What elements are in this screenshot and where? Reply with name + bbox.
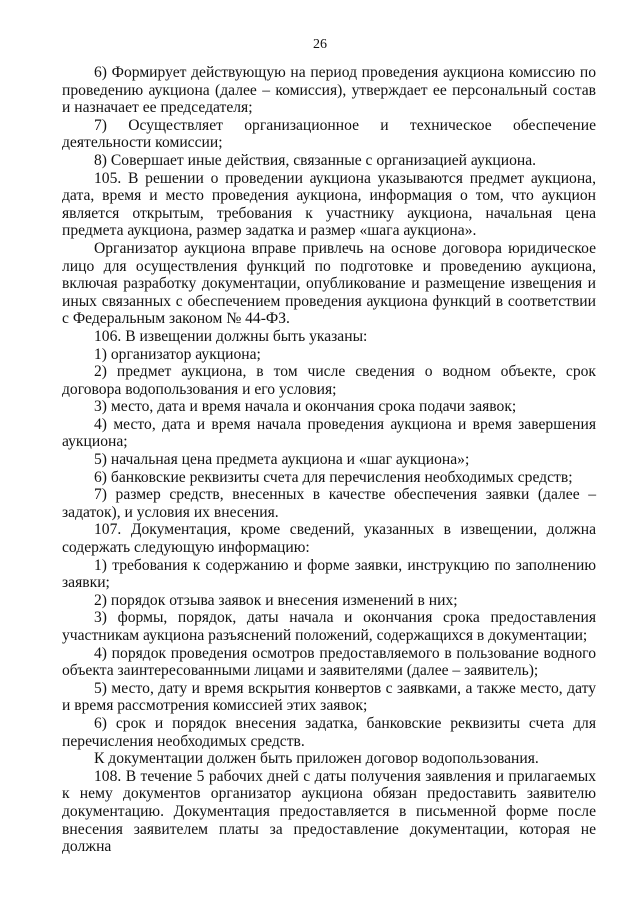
list-item: 2) предмет аукциона, в том числе сведения о водном объекте, срок договора водопользования и его условия; xyxy=(62,363,596,398)
paragraph: 105. В решении о проведении аукциона указываются предмет аукциона, дата, время и место проведения аукциона, информация о том, что аукцион является открытым, требования к участнику аукциона, начальная цена предмета аукциона, размер задатка и размер «шага аукциона». xyxy=(62,169,596,240)
list-item: 3) формы, порядок, даты начала и окончания срока предоставления участникам аукциона разъяснений положений, содержащихся в документации; xyxy=(62,609,596,644)
list-item: 5) место, дату и время вскрытия конвертов с заявками, а также место, дату и время рассмотрения комиссией этих заявок; xyxy=(62,679,596,715)
paragraph: Организатор аукциона вправе привлечь на основе договора юридическое лицо для осуществления функций по подготовке и проведению аукциона, включая разработку документации, опубликование и размещение извещения и иных связанных с обеспечением проведения аукциона функций в соответствии с Федеральным законом № 44-ФЗ. xyxy=(62,239,596,328)
paragraph: 108. В течение 5 рабочих дней с даты получения заявления и прилагаемых к нему документов организатор аукциона обязан предоставить заявителю документацию. Документация предоставляется в письменной форме после внесения заявителем платы за предоставление документации, которая не должна xyxy=(62,767,596,856)
list-item: 1) требования к содержанию и форме заявки, инструкцию по заполнению заявки; xyxy=(62,556,596,592)
list-item: 4) место, дата и время начала проведения аукциона и время завершения аукциона; xyxy=(62,415,596,451)
list-item: 7) размер средств, внесенных в качестве обеспечения заявки (далее – задаток), и условия их внесения. xyxy=(62,486,596,521)
list-item: 6) банковские реквизиты счета для перечисления необходимых средств; xyxy=(94,468,573,486)
list-item: 3) место, дата и время начала и окончания срока подачи заявок; xyxy=(94,398,517,416)
list-item: 6) срок и порядок внесения задатка, банковские реквизиты счета для перечисления необходимых средств. xyxy=(62,714,596,750)
list-item: 2) порядок отзыва заявок и внесения изменений в них; xyxy=(94,591,458,609)
list-item: 4) порядок проведения осмотров предоставляемого в пользование водного объекта заинтересованными лицами и заявителями (далее – заявитель); xyxy=(62,644,596,680)
paragraph: 107. Документация, кроме сведений, указанных в извещении, должна содержать следующую информацию: xyxy=(62,521,596,557)
paragraph: 8) Совершает иные действия, связанные с организацией аукциона. xyxy=(94,151,537,169)
page-number: 26 xyxy=(313,37,327,52)
paragraph: 6) Формирует действующую на период проведения аукциона комиссию по проведению аукциона (далее – комиссия), утверждает ее персональный состав и назначает ее председателя; xyxy=(62,64,596,117)
paragraph: К документации должен быть приложен договор водопользования. xyxy=(94,750,539,768)
document-body xyxy=(62,64,596,856)
list-item: 1) организатор аукциона; xyxy=(94,345,261,363)
paragraph: 106. В извещении должны быть указаны: xyxy=(94,327,368,345)
paragraph: 7) Осуществляет организационное и техническое обеспечение деятельности комиссии; xyxy=(62,116,596,152)
list-item: 5) начальная цена предмета аукциона и «шаг аукциона»; xyxy=(94,451,470,469)
